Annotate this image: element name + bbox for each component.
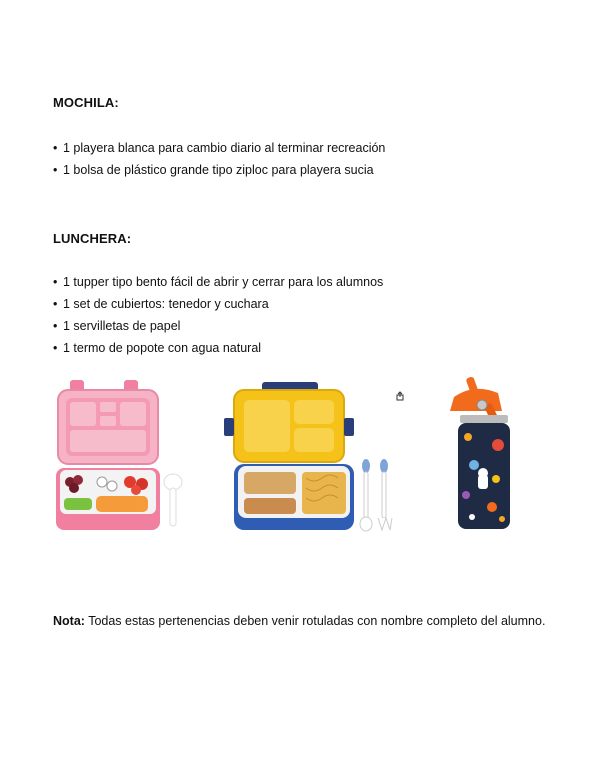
water-bottle-icon	[444, 375, 526, 535]
blue-bento-box-icon	[222, 378, 394, 538]
pink-bento-box-image	[52, 378, 188, 536]
bullet: •	[53, 163, 58, 177]
list-item	[53, 162, 385, 184]
bullet: •	[53, 141, 58, 155]
bullet: •	[53, 319, 58, 333]
list-item	[53, 340, 383, 362]
list-item	[53, 296, 383, 318]
lunchera-list	[53, 274, 383, 362]
bullet: •	[53, 275, 58, 289]
list-item-text: 1 set de cubiertos: tenedor y cuchara	[63, 297, 269, 311]
blue-bento-box-image	[222, 378, 394, 538]
list-item	[53, 274, 383, 296]
list-item	[53, 140, 385, 162]
lunchera-heading: LUNCHERA:	[53, 231, 132, 246]
nota-text: Todas estas pertenencias deben venir rotuladas con nombre completo del alumno.	[84, 614, 546, 628]
list-item-text: 1 servilletas de papel	[63, 319, 181, 333]
nota-paragraph	[53, 614, 545, 628]
pink-bento-box-icon	[52, 378, 188, 536]
bullet: •	[53, 297, 58, 311]
list-item-text: 1 tupper tipo bento fácil de abrir y cerrar para los alumnos	[63, 275, 384, 289]
water-bottle-image	[444, 375, 526, 535]
list-item	[53, 318, 383, 340]
mochila-heading: MOCHILA:	[53, 95, 119, 110]
list-item-text: 1 termo de popote con agua natural	[63, 341, 262, 355]
share-icon	[395, 388, 405, 398]
list-item-text: 1 playera blanca para cambio diario al terminar recreación	[63, 141, 386, 155]
list-item-text: 1 bolsa de plástico grande tipo ziploc para playera sucia	[63, 163, 374, 177]
mochila-list	[53, 140, 385, 184]
bullet: •	[53, 341, 58, 355]
nota-label: Nota:	[53, 614, 85, 628]
